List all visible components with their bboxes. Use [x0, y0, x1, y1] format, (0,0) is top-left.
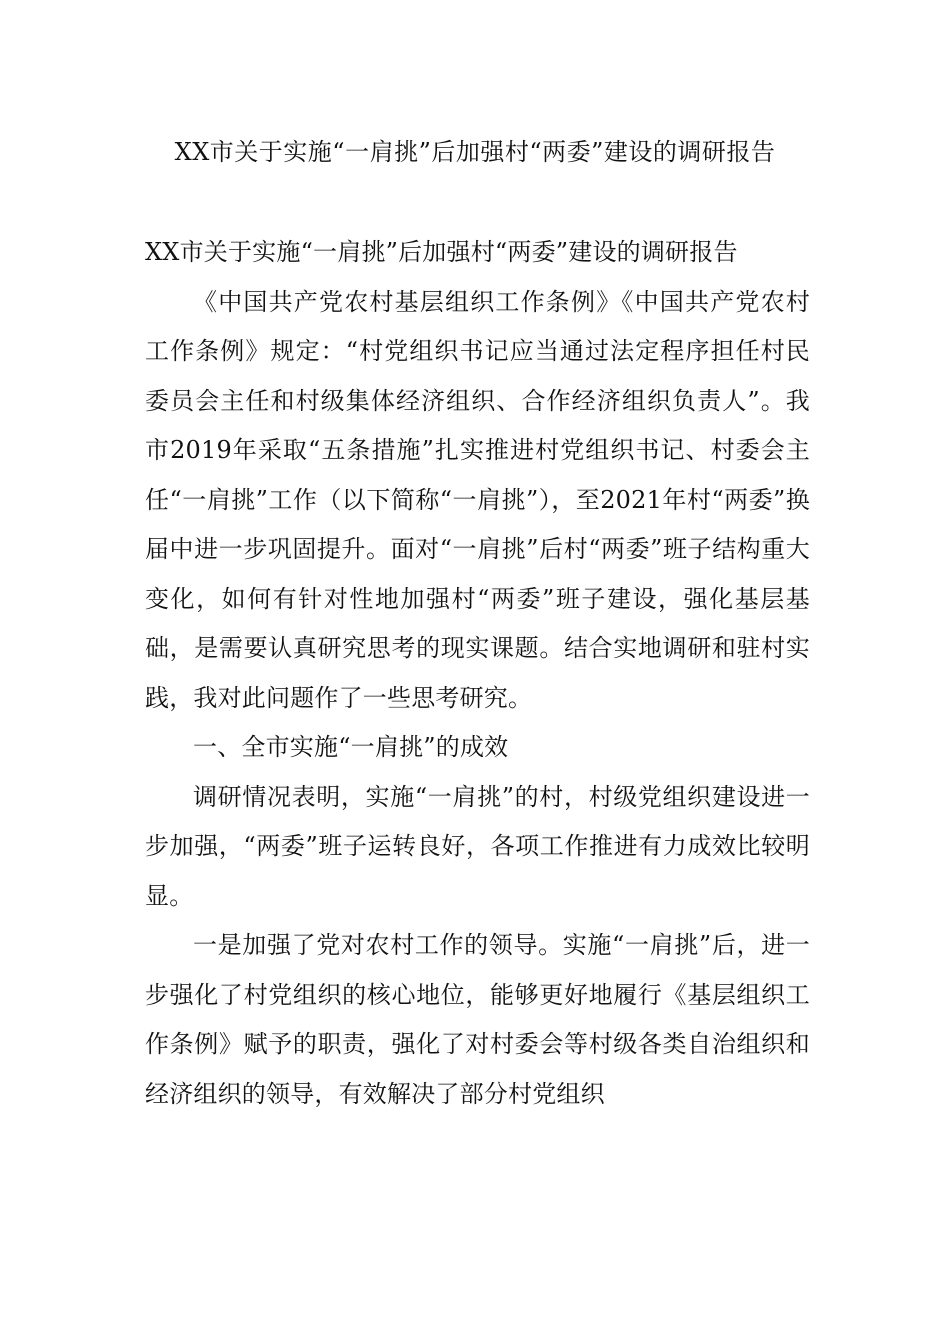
- document-title: XX市关于实施“一肩挑”后加强村“两委”建设的调研报告: [174, 138, 776, 166]
- paragraph-intro: 《中国共产党农村基层组织工作条例》《中国共产党农村工作条例》规定：“村党组织书记应当通过法定程序担任村民委员会主任和村级集体经济组织、合作经济组织负责人”。我市2019年采取“五条措施”扎实推进村党组织书记、村委会主任“一肩挑”工作（以下简称“一肩挑”），至2021年村“两委”换届中进一步巩固提升。面对“一肩挑”后村“两委”班子结构重大变化，如何有针对性地加强村“两委”班子建设，强化基层基础，是需要认真研究思考的现实课题。结合实地调研和驻村实践，我对此问题作了一些思考研究。: [145, 287, 810, 712]
- document-body: [145, 228, 810, 1119]
- paragraph-point-one: 一是加强了党对农村工作的领导。实施“一肩挑”后，进一步强化了村党组织的核心地位，能够更好地履行《基层组织工作条例》赋予的职责，强化了对村委会等村级各类自治组织和经济组织的领导，有效解决了部分村党组织: [145, 931, 810, 1108]
- document-subtitle: XX市关于实施“一肩挑”后加强村“两委”建设的调研报告: [145, 238, 738, 266]
- section-heading: 一、全市实施“一肩挑”的成效: [193, 733, 509, 761]
- paragraph-findings: 调研情况表明，实施“一肩挑”的村，村级党组织建设进一步加强，“两委”班子运转良好，各项工作推进有力成效比较明显。: [145, 782, 810, 910]
